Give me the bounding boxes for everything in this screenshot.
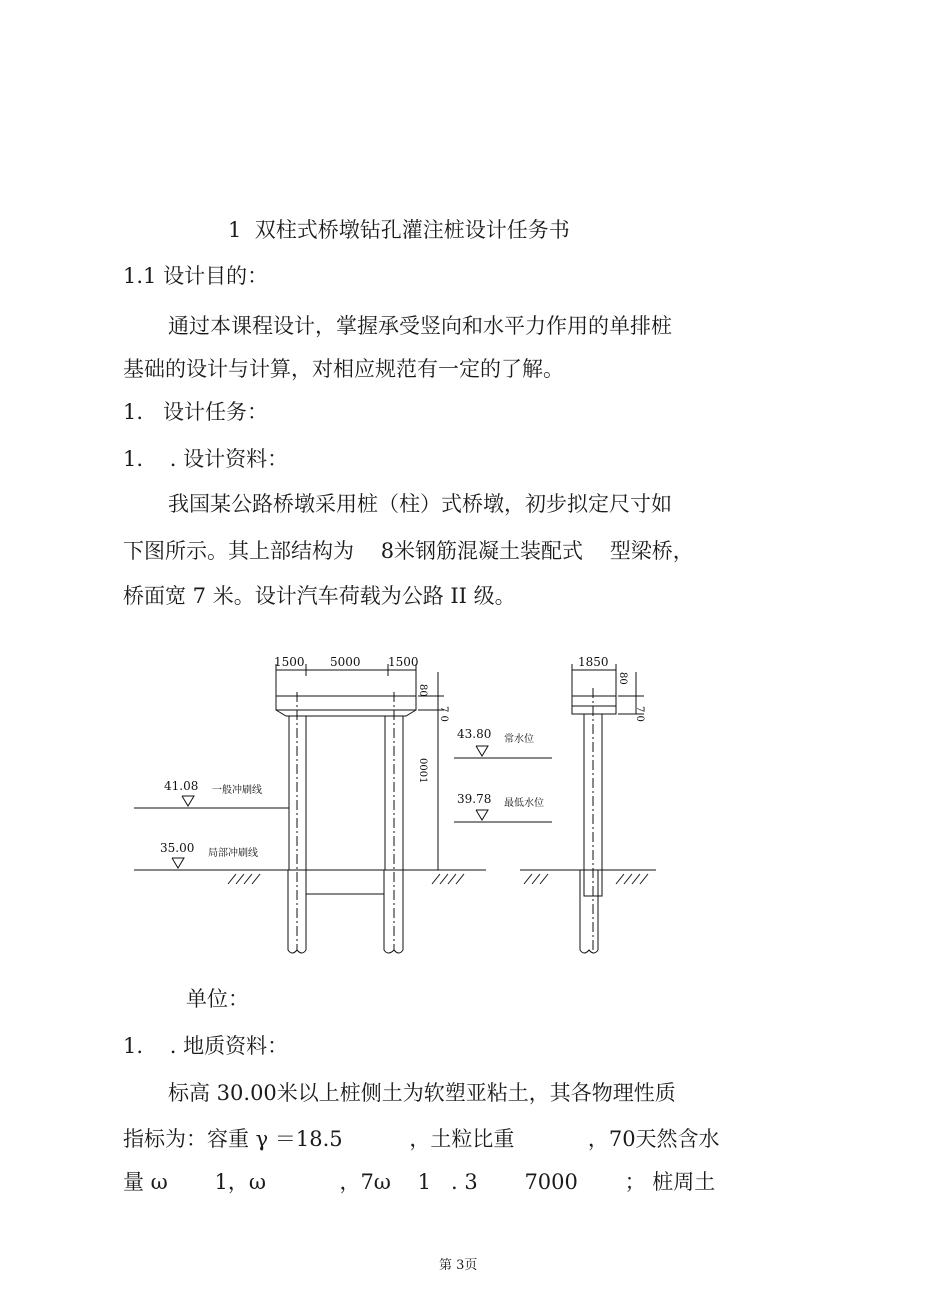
dim-1850: 1850 — [578, 655, 609, 669]
page-number: 第 3页 — [439, 1258, 478, 1273]
section-heading-purpose: 1.1 设计目的： — [123, 264, 269, 288]
vert-80-b: 80 — [617, 672, 628, 685]
section-heading-task: 1. 设计任务： — [123, 400, 269, 424]
elev-4380: 43.80 — [457, 727, 492, 741]
dim-1500-left: 1500 — [274, 655, 305, 669]
vert-80-a: 80 — [417, 684, 428, 697]
paragraph-design-line-3: 桥面宽 7 米。设计汽车荷载为公路 II 级。 — [123, 584, 516, 608]
section-heading-geology: 1. . 地质资料： — [123, 1034, 289, 1058]
section-heading-design-data: 1. . 设计资料： — [123, 447, 289, 471]
paragraph-geology-line-1: 标高 30.00米以上桩侧土为软塑亚粘土，其各物理性质 — [168, 1081, 676, 1105]
unit-label: 单位： — [186, 987, 249, 1011]
label-general-scour: 一般冲刷线 — [212, 785, 262, 796]
vert-70-a: 7 0 — [438, 706, 449, 722]
paragraph-geology-line-2: 指标为：容重 γ ＝18.5 ，土粒比重 ，70天然含水 — [123, 1127, 720, 1151]
label-local-scour: 局部冲刷线 — [208, 848, 258, 859]
paragraph-geology-line-3: 量 ω 1，ω ，7ω 1 . 3 7000 ； 桩周土 — [123, 1170, 716, 1194]
dim-1500-right: 1500 — [388, 655, 419, 669]
vert-70-b: 7 0 — [634, 706, 645, 722]
pier-drawing — [126, 632, 702, 958]
paragraph-design-line-2: 下图所示。其上部结构为 8米钢筋混凝土装配式 型梁桥， — [123, 539, 694, 563]
paragraph-purpose-line-1: 通过本课程设计，掌握承受竖向和水平力作用的单排桩 — [168, 314, 672, 338]
dim-5000: 5000 — [330, 655, 361, 669]
elev-4108: 41.08 — [164, 779, 199, 793]
elev-3978: 39.78 — [457, 792, 492, 806]
document-title: 1 双柱式桥墩钻孔灌注桩设计任务书 — [228, 218, 570, 242]
paragraph-design-line-1: 我国某公路桥墩采用桩（柱）式桥墩，初步拟定尺寸如 — [168, 492, 672, 516]
label-normal-water: 常水位 — [504, 734, 534, 745]
elev-3500: 35.00 — [160, 841, 195, 855]
label-lowest-water: 最低水位 — [504, 798, 544, 809]
paragraph-purpose-line-2: 基础的设计与计算，对相应规范有一定的了解。 — [123, 357, 564, 381]
vert-1000: 0001 — [417, 758, 428, 784]
